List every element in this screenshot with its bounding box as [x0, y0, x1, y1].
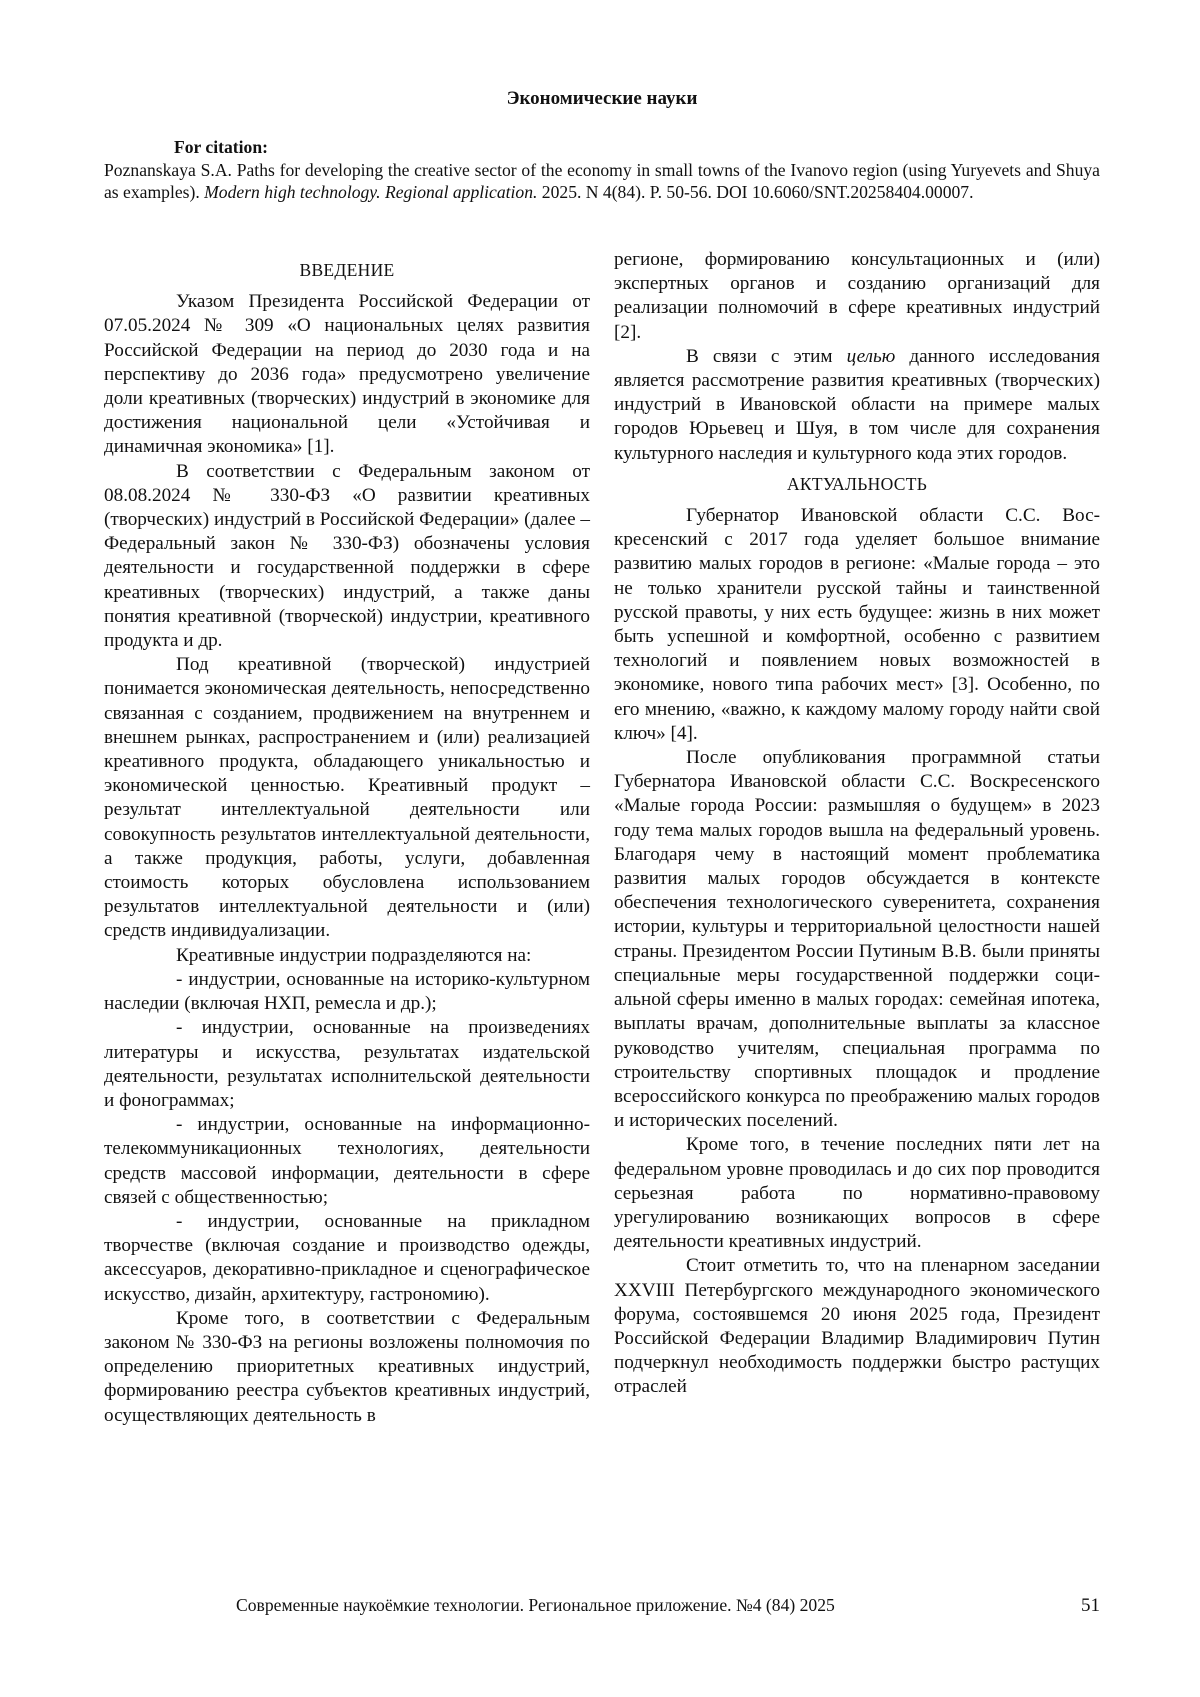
page — [104, 0, 1100, 1697]
paragraph-continuation: регионе, формированию консультационных и (или) экспертных органов и созданию организаций для реализации полномочий в сфере креативных индустрий [2]. — [614, 249, 1100, 343]
paragraph: Кроме того, в соответствии с Федеральным законом № 330-ФЗ на регионы возложены полномочия по определению приоритетных креативных индустрий, формированию реестра субъектов креативных индустрий, осуществляющих деятельность в — [104, 1307, 590, 1426]
list-item: - индустрии, основанные на информационно-телекоммуникационных технологиях, деятельности средств массовой информации, деятельности в сфере связей с общественностью; — [104, 1114, 590, 1208]
paragraph: Стоит отметить то, что на пленарном заседании XXVIII Петербургского международного экономического форума, состоявшемся 20 июня 2025 года, Президент Российской Федерации Владимир Владимирович Путин подчеркнул необходимость поддержки быстро растущих отраслей — [614, 1255, 1100, 1398]
paragraph: Указом Президента Российской Федерации от 07.05.2024 № 309 «О национальных целях развития Российской Федерации на период до 2030 года и на перспективу до 2036 года» предусмотрено увеличение доли креативных (творческих) индустрий в экономике для достижения национальной цели «Устойчивая и динамичная экономика» [1]. — [104, 291, 590, 458]
footer-journal: Современные наукоёмкие технологии. Региональное приложение. №4 (84) 2025 — [236, 1595, 835, 1615]
paragraph: Креативные индустрии подразделяются на: — [176, 944, 532, 966]
page-number: 51 — [1081, 1595, 1100, 1616]
list-item: - индустрии, основанные на произведениях литературы и искусства, результатах издательской деятельности, результатах исполнительской деятельности и фонограммах; — [104, 1017, 590, 1111]
aim-text-after: данного исследования является рассмотрение развития креативных (творческих) индустрий в Ивановской области на примере малых городов Юрьевец и Шуя, в том числе для сохранения культурного наследия и культурного кода этих городов. — [614, 345, 1100, 464]
citation-authors-title: Poznanskaya S.A. Paths for developing the creative sector of the economy in small towns of the Ivanovo region (using Yuryevets and Shuya as examples). — [104, 159, 1100, 202]
paragraph-aim — [614, 345, 1100, 466]
aim-italic: целью — [846, 345, 896, 367]
right-column — [614, 248, 1100, 1400]
citation-journal: Modern high technology. Regional application. — [204, 182, 538, 202]
left-column — [104, 252, 590, 1428]
paragraph: После опубликования программной статьи Губернатора Ивановской области С.С. Воскресенского «Малые города России: размышляя о будущем» в 2023 году тема малых городов вышла на федеральный уровень. Благодаря чему в настоящий момент проблематика развития малых городов обсуждается в контексте обеспечения технологического суверенитета, сохранения истории, культуры и территориальной целостности нашей страны. Президентом России Путиным В.В. были приняты специальные меры государственной поддержки социальной сферы именно в малых городах: семейная ипотека, выплаты врачам, дополнительные выплаты за классное руководство учителям, специальная программа по строительству спортивных площадок и продление всероссийского конкурса по преображению малых городов и исторических поселений. — [614, 747, 1100, 1132]
paragraph: Кроме того, в течение последних пяти лет на федеральном уровне проводилась и до сих пор проводится серьезная работа по нормативно-правовому урегулированию возникающих вопросов в сфере деятельности креативных индустрий. — [614, 1134, 1100, 1253]
citation-details: 2025. N 4(84). P. 50-56. DOI 10.6060/SNT.20258404.00007. — [537, 182, 974, 202]
citation-text — [104, 159, 1100, 204]
paragraph: В соответствии с Федеральным законом от 08.08.2024 № 330-ФЗ «О развитии креативных (творческих) индустрий в Российской Федерации» (далее – Федеральный закон № 330-ФЗ) обозначены условия деятельности и государственной поддержки в сфере креативных (творческих) индустрий, а также даны понятия креативной (творческой) индустрии, креативного продукта и др. — [104, 460, 590, 652]
list-item: - индустрии, основанные на историко-культурном наследии (включая НХП, ремесла и др.); — [104, 968, 590, 1015]
heading-relevance: АКТУАЛЬНОСТЬ — [786, 473, 928, 494]
aim-text-before: В связи с этим — [686, 345, 847, 367]
citation-block — [104, 136, 1100, 204]
citation-label: For citation: — [174, 137, 268, 157]
list-item: - индустрии, основанные на прикладном творчестве (включая создание и производство одежды, аксессуаров, декоративно-прикладное и сценографическое искусство, дизайн, архитектуру, гастрономию). — [104, 1210, 590, 1305]
section-header: Экономические науки — [506, 88, 698, 109]
paragraph: Губернатор Ивановской области С.С. Воскресенский с 2017 года уделяет большое внимание развитию малых городов в регионе: «Малые города – это не только хранители русской тайны и таинственной русской правоты, у них есть будущее: жизнь в них может быть успешной и комфортной, особенно с развитием технологий и появлением новых возможностей в экономике, нового типа рабочих мест» [3]. Особенно, по его мнению, «важно, к каждому малому городу найти свой ключ» [4]. — [614, 505, 1100, 744]
heading-introduction: ВВЕДЕНИЕ — [299, 260, 395, 280]
paragraph: Под креативной (творческой) индустрией понимается экономическая деятельность, непосредственно связанная с созданием, продвижением на внутреннем и внешнем рынках, распространением и (или) реализацией креативного продукта, обладающего уникальностью и экономической ценностью. Креативный продукт – результат интеллектуальной деятельности или совокупность результатов интеллектуальной деятельности, а также продукция, работы, услуги, добавленная стоимость которых обусловлена использованием результатов интеллектуальной деятельности и (или) средств индивидуализации. — [104, 654, 590, 942]
body-columns — [104, 249, 1100, 1522]
